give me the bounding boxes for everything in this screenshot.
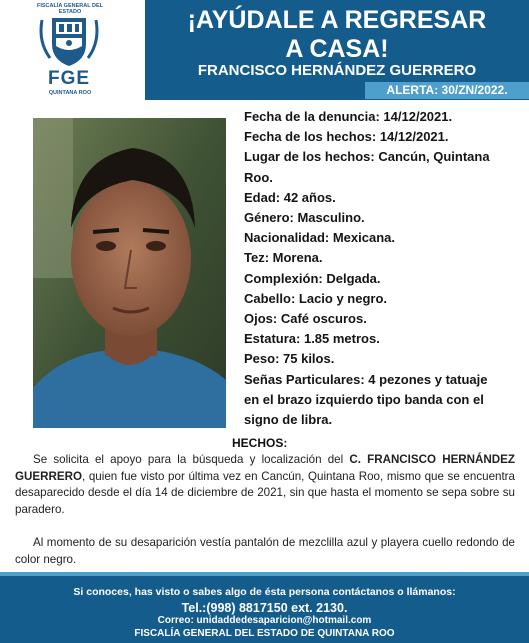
detail-line: Tez: Morena. bbox=[244, 250, 323, 266]
detail-line: Roo. bbox=[244, 169, 273, 185]
hechos-paragraph-1 bbox=[15, 452, 515, 518]
detail-line: Señas Particulares: 4 pezones y tatuaje bbox=[244, 371, 488, 387]
hechos-paragraph-2: Al momento de su desaparición vestía pantalón de mezclilla azul y playera cuello redondo de color negro. bbox=[15, 536, 515, 566]
shield-emblem-icon bbox=[30, 14, 108, 70]
alert-badge: ALERTA: 30/ZN/2022. bbox=[365, 82, 529, 99]
detail-line: Estatura: 1.85 metros. bbox=[244, 331, 380, 347]
footer-phone: Tel.:(998) 8817150 ext. 2130. bbox=[181, 601, 348, 615]
detail-line: Lugar de los hechos: Cancún, Quintana bbox=[244, 149, 490, 165]
detail-line: Ojos: Café oscuros. bbox=[244, 311, 367, 327]
detail-line: Nacionalidad: Mexicana. bbox=[244, 230, 395, 246]
contact-footer bbox=[0, 576, 529, 643]
detail-line: Cabello: Lacio y negro. bbox=[244, 290, 388, 306]
footer-agency: FISCALÍA GENERAL DEL ESTADO DE QUINTANA ROO bbox=[134, 628, 395, 639]
poster-title bbox=[145, 6, 529, 64]
title-line-1: ¡AYÚDALE A REGRESAR bbox=[187, 6, 487, 34]
title-line-2: A CASA! bbox=[285, 35, 389, 63]
hechos-heading: HECHOS: bbox=[232, 436, 288, 450]
detail-line: en el brazo izquierdo tipo banda con el bbox=[244, 391, 484, 407]
fge-logo bbox=[0, 0, 140, 100]
hechos-text: , quien fue visto por última vez en Cancún, Quintana Roo, mismo que se encuentra desaparecido desde el día 14 de diciembre de 2021, sin que hasta el momento se sepa sobre su paradero. bbox=[15, 469, 515, 516]
hechos-text: Se solicita el apoyo para la búsqueda y localización del bbox=[33, 453, 350, 466]
logo-top-text: FISCALÍA GENERAL DEL ESTADO bbox=[36, 3, 103, 15]
logo-abbreviation: FGE bbox=[47, 68, 91, 89]
footer-call-to-action: Si conoces, has visto o sabes algo de ésta persona contáctanos o llámanos: bbox=[73, 586, 456, 598]
detail-line: signo de libra. bbox=[244, 412, 333, 428]
detail-line: Complexión: Delgada. bbox=[244, 270, 381, 286]
detail-line: Fecha de los hechos: 14/12/2021. bbox=[244, 129, 449, 145]
detail-line: Peso: 75 kilos. bbox=[244, 351, 335, 367]
person-photo bbox=[33, 118, 226, 428]
footer-email: Correo: unidaddedesaparicion@hotmail.com bbox=[157, 615, 372, 626]
missing-person-name: FRANCISCO HERNÁNDEZ GUERRERO bbox=[197, 62, 477, 79]
logo-bottom-text: QUINTANA ROO bbox=[48, 90, 92, 96]
detail-line: Fecha de la denuncia: 14/12/2021. bbox=[244, 109, 453, 124]
detail-line: Género: Masculino. bbox=[244, 210, 365, 226]
person-details bbox=[244, 107, 524, 430]
detail-line: Edad: 42 años. bbox=[244, 189, 336, 205]
poster-header bbox=[145, 0, 529, 100]
hechos-person-name: C. FRANCISCO HERNÁNDEZ GUERRERO bbox=[15, 453, 515, 483]
